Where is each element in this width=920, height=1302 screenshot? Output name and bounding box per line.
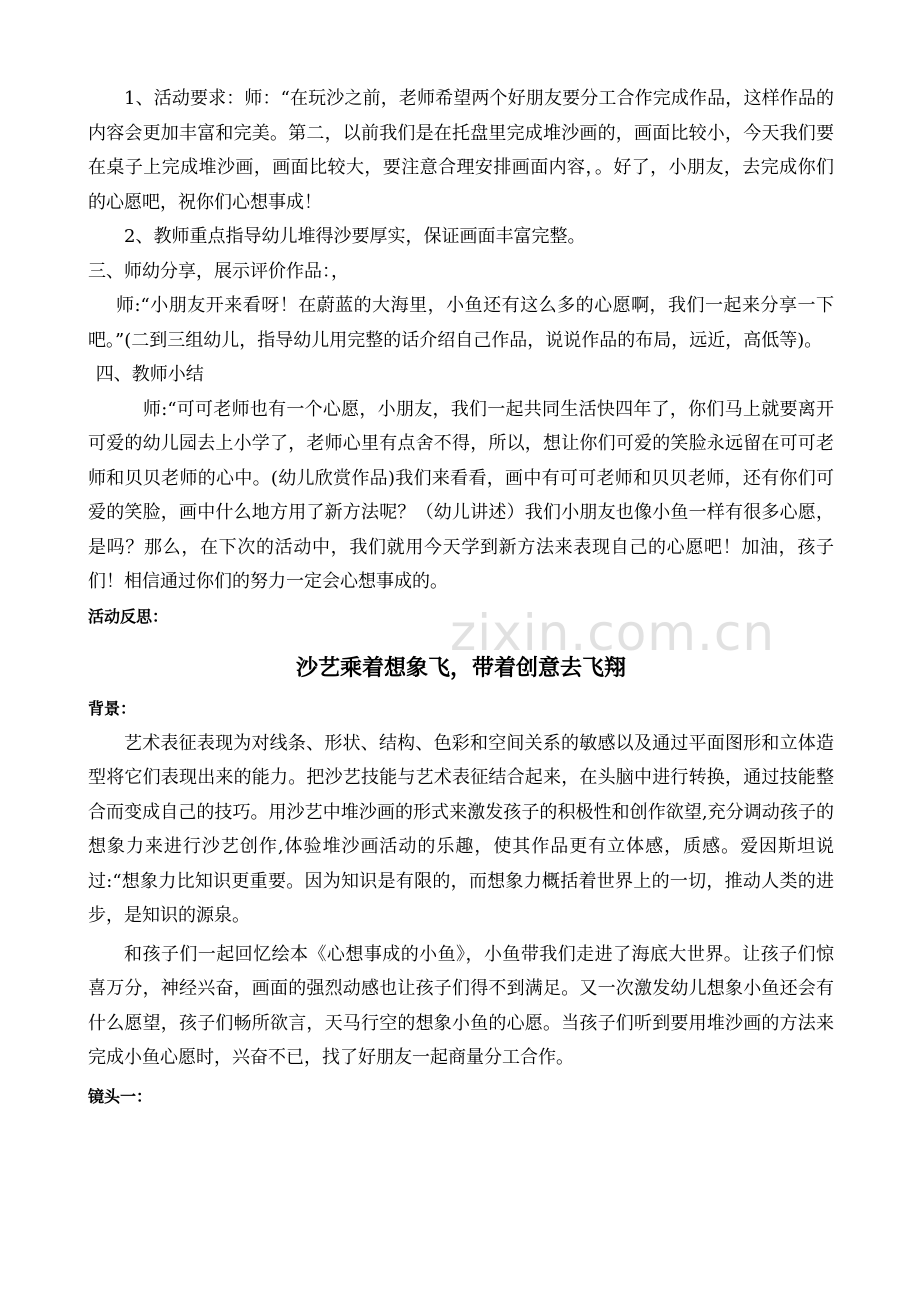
- background-paragraph-2: 和孩子们一起回忆绘本《心想事成的小鱼》，小鱼带我们走进了海底大世界。让孩子们惊喜万分，神经兴奋，画面的强烈动感也让孩子们得不到满足。又一次激发幼儿想象小鱼还会有什么愿望，孩子们畅所欲言，天马行空的想象小鱼的心愿。当孩子们听到要用堆沙画的方法来完成小鱼心愿时，兴奋不已，找了好朋友一起商量分工合作。: [88, 943, 834, 1068]
- article-title: 沙艺乘着想象飞，带着创意去飞翔: [295, 656, 626, 681]
- section-3-heading: 三、师幼分享，展示评价作品：，: [88, 260, 349, 282]
- summary-paragraph: 师:“可可老师也有一个心愿，小朋友，我们一起共同生活快四年了，你们马上就要离开可爱的幼儿园去上小学了，老师心里有点舍不得，所以，想让你们可爱的笑脸永远留在可可老师和贝贝老师的心中。(幼儿欣赏作品)我们来看看，画中有可可老师和贝贝老师，还有你们可爱的笑脸，画中什么地方用了新方法呢？（幼儿讲述）我们小朋友也像小鱼一样有很多心愿，是吗？那么，在下次的活动中，我们就用今天学到新方法来表现自己的心愿吧！加油，孩子们！相信通过你们的努力一定会心想事成的。: [88, 398, 834, 592]
- document-page: [88, 82, 834, 1114]
- reflection-label: 活动反思：: [88, 606, 169, 626]
- sharing-paragraph: 师:“小朋友开来看呀！在蔚蓝的大海里，小鱼还有这么多的心愿啊，我们一起来分享一下吧。”(二到三组幼儿，指导幼儿用完整的话介绍自己作品，说说作品的布局，远近，高低等)。: [88, 295, 834, 351]
- section-4-heading: [88, 358, 834, 393]
- shot-1-label: 镜头一：: [88, 1086, 153, 1106]
- background-label: 背景：: [88, 699, 137, 718]
- background-paragraph-1: 艺术表征表现为对线条、形状、结构、色彩和空间关系的敏感以及通过平面图形和立体造型将它们表现出来的能力。把沙艺技能与艺术表征结合起来，在头脑中进行转换，通过技能整合而变成自己的技巧。用沙艺中堆沙画的形式来激发孩子的积极性和创作欲望,充分调动孩子的想象力来进行沙艺创作,体验堆沙画活动的乐趣，使其作品更有立体感，质感。爱因斯坦说过:“想象力比知识更重要。因为知识是有限的，而想象力概括着世界上的一切，推动人类的进步，是知识的源泉。: [88, 732, 834, 926]
- watermark: zixin.com.cn: [450, 604, 776, 662]
- section-4-heading-text: 四、教师小结: [95, 364, 204, 385]
- teacher-guidance-paragraph: 2、教师重点指导幼儿堆得沙要厚实，保证画面丰富完整。: [124, 226, 586, 247]
- activity-requirement-paragraph: 1、活动要求：师：“在玩沙之前，老师希望两个好朋友要分工合作完成作品，这样作品的内容会更加丰富和完美。第二，以前我们是在托盘里完成堆沙画的，画面比较小，今天我们要在桌子上完成堆沙画，画面比较大，要注意合理安排画面内容，。好了，小朋友，去完成你们的心愿吧，祝你们心想事成！: [88, 88, 834, 213]
